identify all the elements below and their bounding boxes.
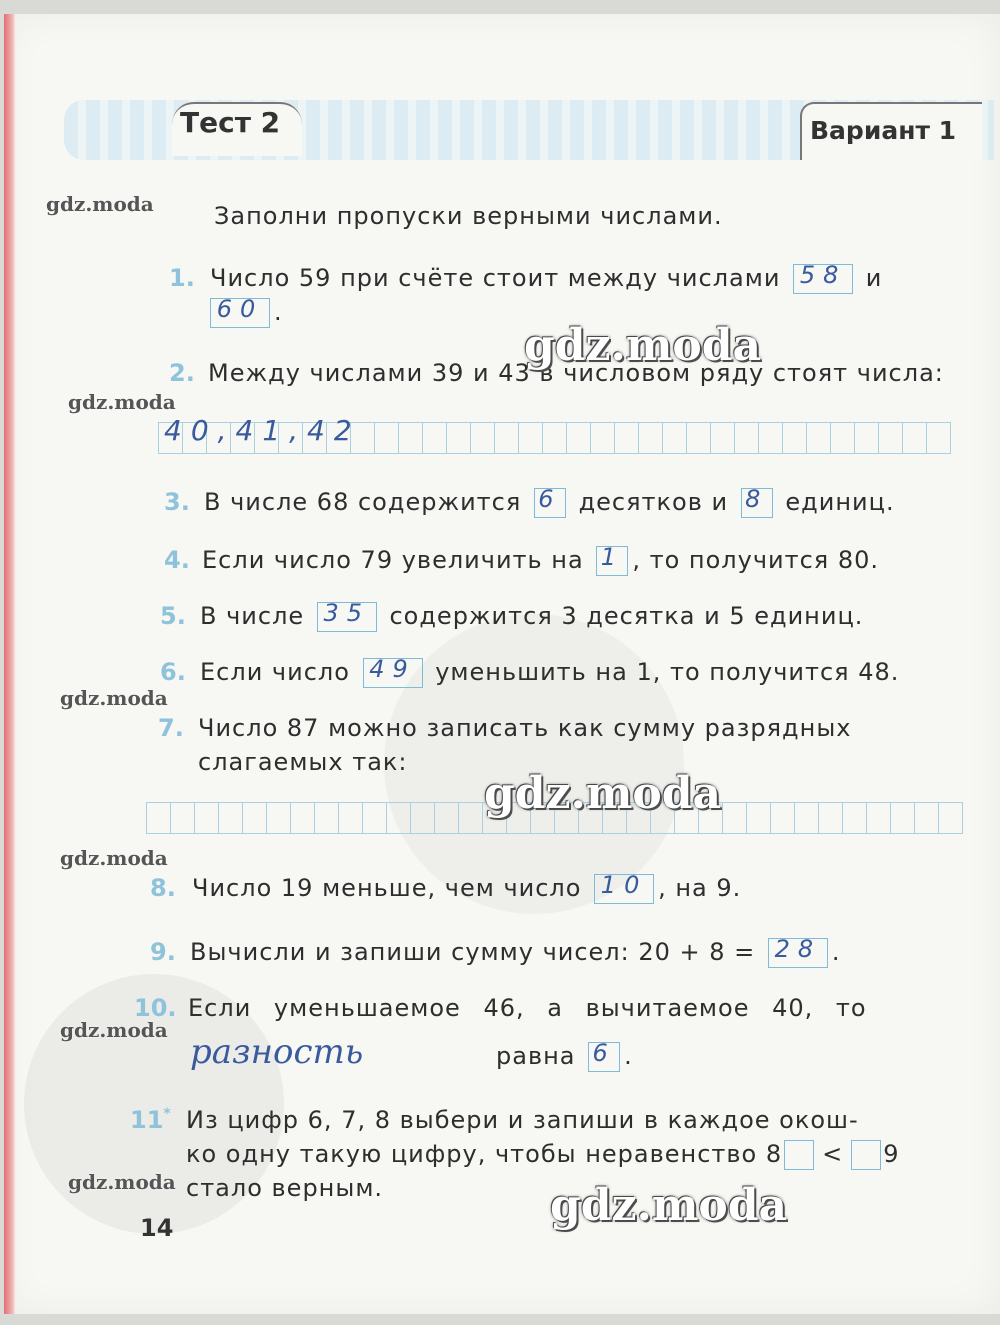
task-number-text: 11 (130, 1106, 164, 1134)
watermark: gdz.moda (60, 686, 168, 710)
watermark: gdz.moda (484, 768, 722, 819)
task-text: стало верным. (186, 1174, 384, 1202)
handwritten-word: разность (190, 1032, 364, 1072)
task-number: 1. (169, 264, 195, 292)
task-text: В числе (200, 602, 305, 630)
answer-box[interactable] (596, 543, 628, 576)
task-1-line-1 (210, 261, 883, 294)
handwritten-answer: 49 (369, 655, 416, 683)
answer-box[interactable] (210, 295, 270, 328)
task-10-line-2 (496, 1039, 633, 1072)
task-text: равна (496, 1042, 576, 1070)
star-mark: * (163, 1106, 171, 1122)
task-3-line (204, 485, 895, 518)
task-number: 6. (160, 658, 186, 686)
handwritten-answer: 1 (600, 543, 624, 571)
answer-box[interactable] (851, 1140, 881, 1170)
task-text: уменьшить на 1, то получится 48. (435, 658, 900, 686)
answer-box[interactable] (588, 1039, 620, 1072)
task-text: Если уменьшаемое 46, а вычитаемое 40, то (188, 994, 867, 1022)
answer-box[interactable] (534, 485, 566, 518)
watermark: gdz.moda (60, 846, 168, 870)
task-number: 7. (158, 714, 184, 742)
task-1-line-2 (210, 295, 283, 328)
watermark: gdz.moda (60, 1018, 168, 1042)
answer-box[interactable] (784, 1140, 814, 1170)
answer-box[interactable] (594, 871, 654, 904)
task-text: Между числами 39 и 43 в числовом ряду стоят числа: (208, 359, 944, 387)
task-6-line (200, 655, 900, 688)
watermark: gdz.moda (46, 192, 154, 216)
task-number (130, 1106, 171, 1134)
task-text: и (865, 264, 883, 292)
task-text: В числе 68 содержится (204, 488, 522, 516)
handwritten-answer: 6 (538, 485, 562, 513)
task-9-line (190, 935, 841, 968)
handwritten-answer: 35 (323, 599, 371, 627)
task-8-line (192, 871, 742, 904)
watermark: gdz.moda (550, 1180, 788, 1231)
answer-box[interactable] (793, 261, 853, 294)
task-number: 5. (160, 602, 186, 630)
handwritten-answer: 6 (592, 1039, 616, 1067)
task-number: 9. (150, 938, 176, 966)
handwritten-answer: 28 (774, 935, 822, 963)
task-text: Число 19 меньше, чем число (192, 874, 582, 902)
task-number: 2. (169, 359, 195, 387)
task-text: , на 9. (658, 874, 742, 902)
task-text: Вычисли и запиши сумму чисел: 20 + 8 = (190, 938, 756, 966)
task-5-line (200, 599, 864, 632)
task-text: . (274, 298, 283, 326)
variant-label: Вариант 1 (810, 116, 957, 145)
test-title: Тест 2 (180, 106, 281, 139)
task-11-line-2 (186, 1140, 900, 1170)
task-text: , то получится 80. (632, 546, 879, 574)
handwritten-answer: 8 (745, 485, 769, 513)
task-number: 4. (164, 546, 190, 574)
task-text: единиц. (785, 488, 895, 516)
task-text: содержится 3 десятка и 5 единиц. (389, 602, 864, 630)
watermark: gdz.moda (524, 320, 762, 371)
task-number: 8. (150, 874, 176, 902)
task-text: Число 87 можно записать как сумму разрядных (198, 714, 852, 742)
task-4-line (202, 543, 879, 576)
answer-box[interactable] (363, 655, 423, 688)
answer-box[interactable] (741, 485, 773, 518)
task-text: Из цифр 6, 7, 8 выбери и запиши в каждое окош- (186, 1106, 859, 1134)
handwritten-answer: 10 (600, 871, 648, 899)
task-text: Если число (200, 658, 350, 686)
task-text: . (831, 938, 841, 966)
page-number: 14 (140, 1214, 174, 1242)
less-than-sign: < (822, 1140, 844, 1168)
workbook-page (4, 14, 1000, 1314)
watermark: gdz.moda (68, 390, 176, 414)
handwritten-answer: 40,41,42 (164, 414, 361, 447)
handwritten-answer: 58 (799, 261, 847, 289)
task-text: Число 59 при счёте стоит между числами (210, 264, 781, 292)
task-text: 9 (883, 1140, 900, 1168)
instruction: Заполни пропуски верными числами. (214, 202, 723, 230)
page-spine (4, 14, 16, 1314)
handwritten-answer: 60 (216, 295, 264, 323)
task-number: 3. (164, 488, 190, 516)
task-text: ко одну такую цифру, чтобы неравенство 8 (186, 1140, 783, 1168)
task-text: Если число 79 увеличить на (202, 546, 584, 574)
task-number: 10. (134, 994, 177, 1022)
task-text: . (624, 1042, 633, 1070)
task-text: десятков и (578, 488, 729, 516)
answer-box[interactable] (768, 935, 828, 968)
answer-box[interactable] (317, 599, 377, 632)
watermark: gdz.moda (68, 1170, 176, 1194)
task-text: слагаемых так: (198, 748, 408, 776)
